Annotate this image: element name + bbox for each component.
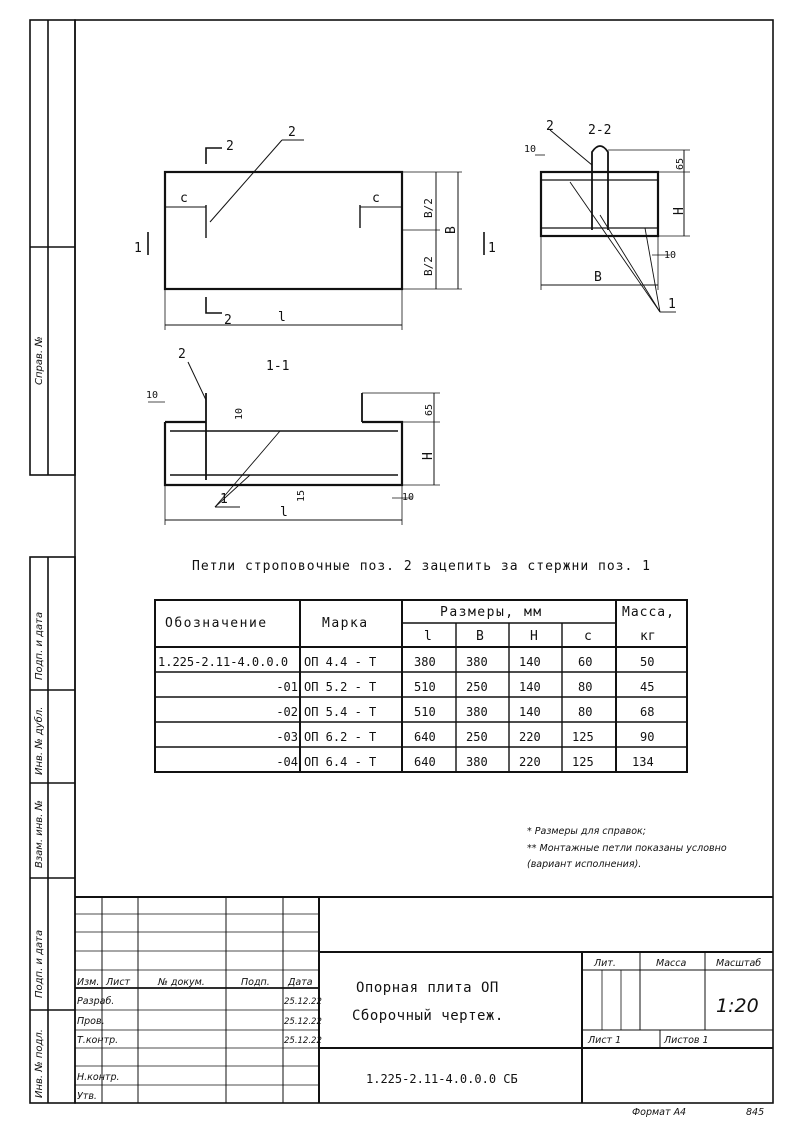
section-11-title: 1-1 (266, 359, 290, 374)
side-label-podp1: Подп. и дата (34, 611, 45, 680)
table-row-mass: 45 (640, 680, 655, 694)
table-row-mass: 68 (640, 705, 655, 719)
tb-date-prov: 25.12.22 (284, 1017, 322, 1027)
plan-dim-c-right: c (372, 191, 380, 206)
format-label: Формат А4 (632, 1107, 687, 1118)
table-row-l: 380 (414, 655, 436, 669)
footnote-1: * Размеры для справок; (527, 826, 646, 837)
table-row-mark: ОП 4.4 - Т (304, 655, 377, 669)
tb-sheet: Лист 1 (588, 1035, 622, 1046)
side-label-sprav: Справ. № (34, 336, 45, 385)
th-b: B (476, 629, 484, 644)
tb-col-izm: Изм. (77, 977, 100, 988)
th-designation: Обозначение (165, 616, 268, 631)
table-row-l: 510 (414, 680, 436, 694)
tb-massa: Масса (656, 958, 687, 969)
table-row-b: 250 (466, 680, 488, 694)
tb-masshtab: Масштаб (716, 958, 762, 969)
table-row-l: 640 (414, 755, 436, 769)
plan-dim-l: l (278, 310, 286, 325)
th-mass: Масса, (622, 605, 675, 620)
tb-code: 1.225-2.11-4.0.0.0 СБ (366, 1072, 518, 1086)
plan-side-mark-right: 1 (488, 241, 496, 256)
table-row-mass: 90 (640, 730, 655, 744)
table-row-l: 510 (414, 705, 436, 719)
section-11-leader-bottom: 1 (220, 492, 228, 507)
tb-date-razrab: 25.12.22 (284, 997, 322, 1007)
section-22-dim-65: 65 (675, 157, 686, 170)
table-row-mass: 50 (640, 655, 655, 669)
table-row-mark: ОП 5.4 - Т (304, 705, 377, 719)
tb-title-line2: Сборочный чертеж. (352, 1008, 504, 1024)
tb-lit: Лит. (594, 958, 616, 969)
tb-date-tkontr: 25.12.22 (284, 1036, 322, 1046)
tb-sheets: Листов 1 (664, 1035, 709, 1046)
tb-role-utv: Утв. (77, 1091, 97, 1102)
plan-dim-b: B (444, 226, 459, 234)
tb-role-razrab: Разраб. (77, 996, 115, 1007)
side-label-inv-dubl: Инв. № дубл. (34, 706, 45, 775)
section-2-2-view (535, 130, 690, 312)
footnote-2: ** Монтажные петли показаны условно (527, 843, 727, 854)
plan-view (148, 140, 484, 330)
tb-col-date: Дата (288, 977, 313, 988)
table-row-c: 80 (578, 680, 593, 694)
tb-role-tkontr: Т.контр. (77, 1035, 119, 1046)
th-mass-unit: кг (640, 629, 656, 644)
table-row-h: 220 (519, 755, 541, 769)
table-row-mass: 134 (632, 755, 654, 769)
section-22-dim-b: B (594, 270, 602, 285)
table-row-b: 380 (466, 755, 488, 769)
table-row-mark: ОП 6.4 - Т (304, 755, 377, 769)
plan-leader-label: 2 (288, 125, 296, 140)
table-row-designation: 1.225-2.11-4.0.0.0 (158, 655, 289, 669)
plan-dim-half-top: B/2 (422, 198, 435, 218)
table-row-h: 140 (519, 680, 541, 694)
table-row-b: 380 (466, 655, 488, 669)
section-11-dim-10-left: 10 (146, 390, 159, 401)
tb-role-nkontr: Н.контр. (77, 1072, 120, 1083)
section-22-leader-bottom: 1 (668, 297, 676, 312)
table-row-h: 220 (519, 730, 541, 744)
side-label-inv-podl: Инв. № подл. (34, 1029, 45, 1098)
section-22-title: 2-2 (588, 123, 612, 138)
table-row-designation: -01 (276, 680, 298, 694)
tb-title-line1: Опорная плита ОП (356, 980, 499, 996)
plan-section-mark-bottom: 2 (224, 313, 232, 328)
tb-col-podp: Подп. (241, 977, 270, 988)
side-label-podp2: Подп. и дата (34, 929, 45, 998)
section-22-dim-h: H (672, 207, 687, 215)
section-11-dim-65: 65 (424, 403, 435, 416)
section-11-dim-h: H (421, 452, 436, 460)
table-row-c: 80 (578, 705, 593, 719)
section-11-leader-label: 2 (178, 347, 186, 362)
section-22-leader-label: 2 (546, 119, 554, 134)
page-number: 845 (746, 1107, 765, 1118)
section-11-dim-l: l (280, 505, 288, 520)
table-row-designation: -04 (276, 755, 298, 769)
section-11-dim-15: 15 (296, 489, 307, 502)
section-22-dim-top: 10 (524, 144, 537, 155)
plan-dim-c-left: c (180, 191, 188, 206)
th-c: c (584, 629, 592, 644)
th-h: H (530, 629, 538, 644)
tb-role-prov: Пров. (77, 1016, 105, 1027)
table-row-b: 250 (466, 730, 488, 744)
table-row-h: 140 (519, 705, 541, 719)
table-row-b: 380 (466, 705, 488, 719)
tb-col-list: Лист (106, 977, 131, 988)
section-11-dim-10-right: 10 (402, 492, 415, 503)
section-11-dim-10-mid: 10 (234, 407, 245, 420)
table-row-designation: -03 (276, 730, 298, 744)
th-sizes: Размеры, мм (440, 605, 543, 620)
footnote-3: (вариант исполнения). (527, 859, 642, 870)
table-row-c: 60 (578, 655, 593, 669)
plan-dim-half-bottom: B/2 (422, 256, 435, 276)
plan-section-mark-top: 2 (226, 139, 234, 154)
table-row-mark: ОП 5.2 - Т (304, 680, 377, 694)
table-row-l: 640 (414, 730, 436, 744)
table-row-c: 125 (572, 755, 594, 769)
section-22-dim-10: 10 (664, 250, 677, 261)
plan-side-mark-left: 1 (134, 241, 142, 256)
tb-col-doc: № докум. (158, 977, 205, 988)
table-row-c: 125 (572, 730, 594, 744)
tb-scale: 1:20 (716, 995, 759, 1017)
table-row-h: 140 (519, 655, 541, 669)
assembly-note: Петли строповочные поз. 2 зацепить за стержни поз. 1 (192, 559, 651, 574)
section-1-1-view (148, 362, 440, 525)
th-mark: Марка (322, 616, 369, 631)
table-row-designation: -02 (276, 705, 298, 719)
th-l: l (424, 629, 432, 644)
side-label-vzam: Взам. инв. № (34, 800, 45, 868)
table-row-mark: ОП 6.2 - Т (304, 730, 377, 744)
